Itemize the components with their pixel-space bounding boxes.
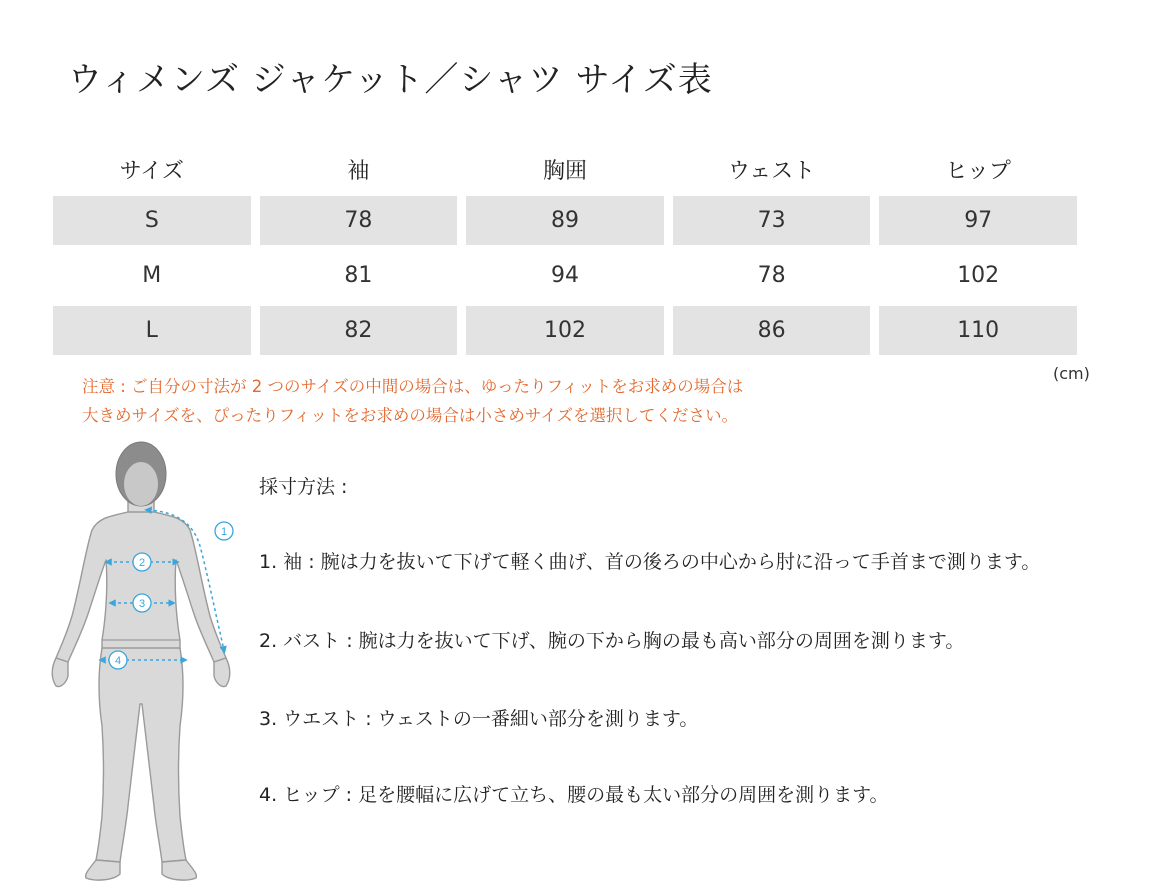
table-cell: M — [142, 263, 162, 288]
table-cell: 89 — [466, 196, 664, 245]
table-cell: L — [53, 306, 251, 355]
table-cell: S — [53, 196, 251, 245]
table-cell: 78 — [757, 263, 786, 288]
note-line-1: 注意 : ご自分の寸法が 2 つのサイズの中間の場合は、ゆったりフィットをお求めの場合は — [82, 377, 744, 396]
table-cell: 102 — [957, 263, 1000, 288]
header-waist: ウェスト — [728, 158, 816, 184]
method-item-sleeve: 1. 袖 : 腕は力を抜いて下げて軽く曲げ、首の後ろの中心から肘に沿って手首まで測ります。 — [259, 551, 1041, 573]
header-hip: ヒップ — [945, 158, 1011, 184]
size-note — [82, 372, 743, 430]
body-silhouette — [52, 494, 230, 880]
table-cell: 110 — [879, 306, 1077, 355]
note-line-2: 大きめサイズを、ぴったりフィットをお求めの場合は小さめサイズを選択してください。 — [82, 406, 739, 425]
table-row — [53, 306, 1077, 355]
table-cell: 86 — [673, 306, 871, 355]
method-title: 採寸方法 : — [259, 476, 348, 498]
marker-3: 3 — [138, 598, 146, 610]
table-header-row — [53, 148, 1077, 190]
table-cell: 73 — [673, 196, 871, 245]
method-item-bust: 2. バスト : 腕は力を抜いて下げ、腕の下から胸の最も高い部分の周囲を測ります。 — [259, 630, 965, 652]
header-sleeve: 袖 — [347, 158, 370, 184]
table-row — [53, 196, 1077, 245]
header-chest: 胸囲 — [542, 158, 587, 184]
method-item-waist: 3. ウエスト : ウェストの一番細い部分を測ります。 — [259, 708, 699, 730]
head — [116, 442, 166, 506]
marker-2: 2 — [138, 557, 146, 569]
body-figure-illustration — [40, 436, 250, 888]
method-item-hip: 4. ヒップ : 足を腰幅に広げて立ち、腰の最も太い部分の周囲を測ります。 — [259, 784, 889, 806]
table-row — [53, 251, 1077, 300]
header-size: サイズ — [119, 158, 184, 184]
marker-4: 4 — [114, 655, 122, 667]
table-cell: 81 — [344, 263, 373, 288]
unit-label: (cm) — [1053, 364, 1090, 383]
table-cell: 97 — [879, 196, 1077, 245]
size-table — [44, 142, 1086, 361]
marker-1: 1 — [220, 526, 228, 538]
table-cell: 78 — [260, 196, 458, 245]
table-cell: 102 — [466, 306, 664, 355]
table-cell: 94 — [550, 263, 579, 288]
page-title: ウィメンズ ジャケット／シャツ サイズ表 — [68, 60, 713, 100]
table-cell: 82 — [260, 306, 458, 355]
